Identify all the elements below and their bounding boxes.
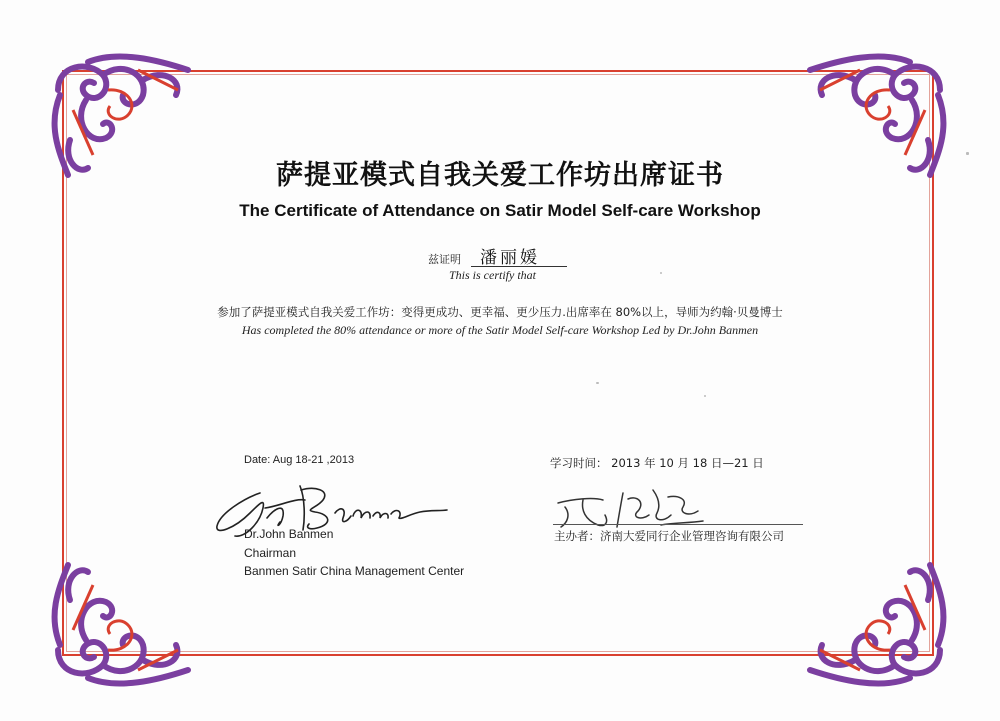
scan-speck: [966, 152, 969, 155]
scan-speck: [596, 382, 599, 384]
sponsor-chinese: 主办者：济南大爱同行企业管理咨询有限公司: [554, 529, 784, 543]
corner-ornament-bottom-left: [48, 560, 198, 690]
certify-label: 兹证明: [428, 253, 461, 266]
signer-name: Dr.John Banmen: [244, 527, 334, 541]
date-chinese: 学习时间： 2013 年 10 月 18 日—21 日: [550, 456, 764, 470]
certify-english: This is certify that: [449, 268, 536, 282]
certify-row: [428, 243, 628, 267]
scan-speck: [704, 395, 706, 397]
signer-role: Chairman: [244, 546, 297, 560]
date-english: Date: Aug 18-21 ,2013: [244, 454, 355, 466]
corner-ornament-bottom-right: [800, 560, 950, 690]
name-underline: [471, 266, 567, 267]
scan-speck: [660, 272, 662, 274]
certificate-title-chinese: 萨提亚模式自我关爱工作坊出席证书: [276, 160, 724, 191]
body-text-english: Has completed the 80% attendance or more of the Satir Model Self-care Workshop Led by Dr.John Banmen: [241, 323, 759, 337]
body-text-chinese: 参加了萨提亚模式自我关爱工作坊：变得更成功、更幸福、更少压力.出席率在 80%以上，导师为约翰·贝曼博士: [217, 305, 783, 319]
signer-organization: Banmen Satir China Management Center: [244, 564, 465, 578]
recipient-name: 潘丽媛: [480, 248, 540, 268]
certificate-title-english: The Certificate of Attendance on Satir Model Self-care Workshop: [239, 201, 761, 220]
sponsor-signature-line: [553, 524, 803, 525]
